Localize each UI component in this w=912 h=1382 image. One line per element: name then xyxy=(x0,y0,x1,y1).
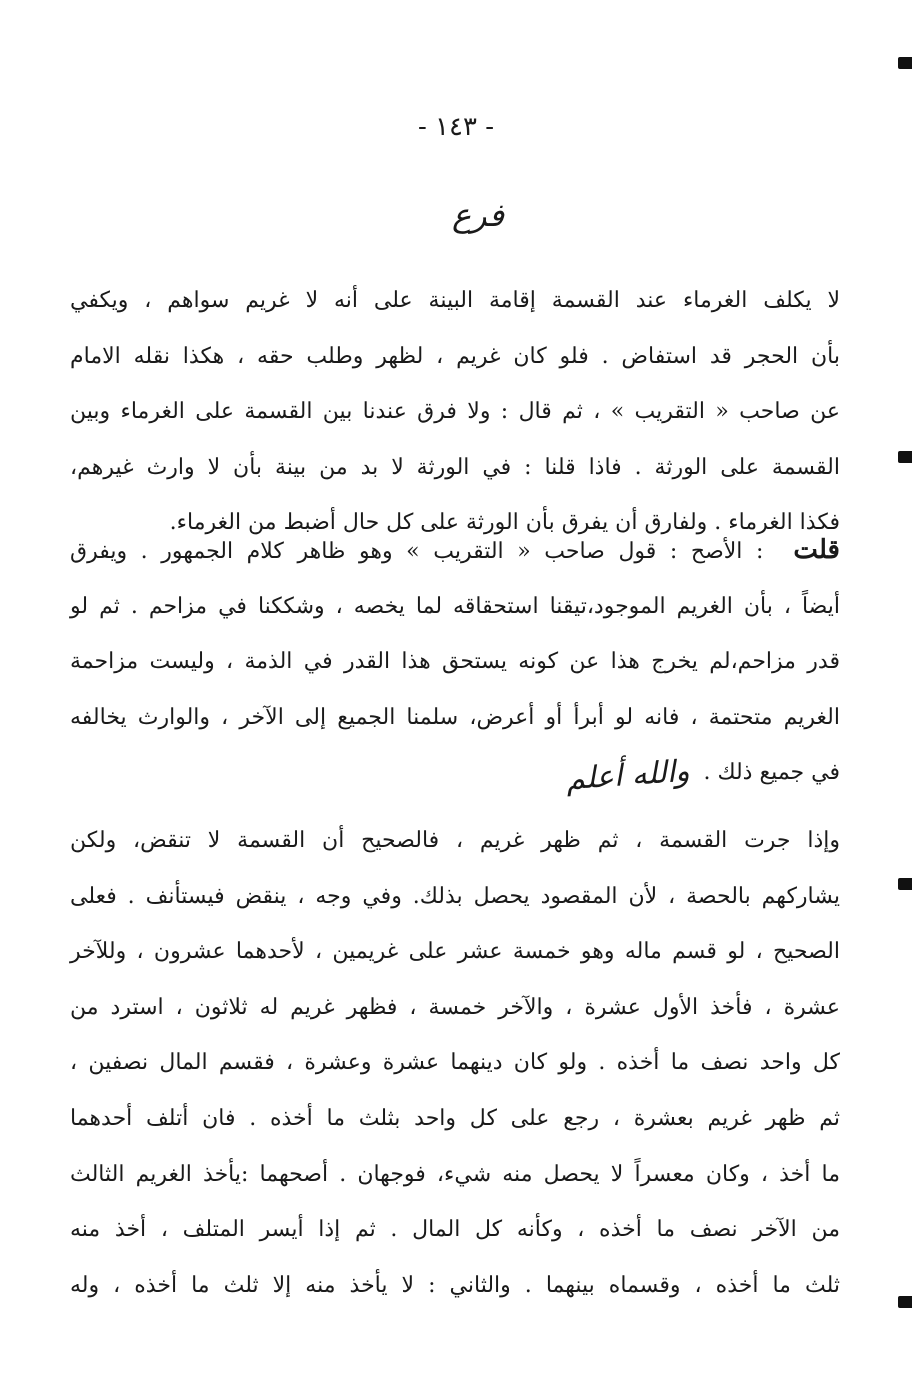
text-line-content: في جميع ذلك . xyxy=(703,760,840,786)
text-line: كل واحد نصف ما أخذه . ولو كان دينهما عشرة وعشرة ، فقسم المال نصفين ، xyxy=(70,1050,840,1076)
scan-edge-mark xyxy=(898,451,912,463)
text-line: من الآخر نصف ما أخذه ، وكأنه كل المال . ثم إذا أيسر المتلف ، أخذ منه xyxy=(70,1217,840,1243)
section-title: فرع xyxy=(451,196,505,234)
text-line: وإذا جرت القسمة ، ثم ظهر غريم ، فالصحيح أن القسمة لا تنقض، ولكن xyxy=(70,828,840,853)
text-line: القسمة على الورثة . فاذا قلنا : في الورثة لا بد من بينة بأن لا وارث غيرهم، xyxy=(70,454,840,480)
text-line: أيضاً ، بأن الغريم الموجود،تيقنا استحقاقه لما يخصه ، وشككنا في مزاحم . ثم لو xyxy=(70,593,840,619)
paragraph-1 xyxy=(70,273,840,551)
text-line: ما أخذ ، وكان معسراً لا يحصل منه شيء، فوجهان . أصحهما :يأخذ الغريم الثالث xyxy=(70,1161,840,1187)
text-line: ثم ظهر غريم بعشرة ، رجع على كل واحد بثلث ما أخذه . فان أتلف أحدهما xyxy=(70,1105,840,1131)
text-line: عن صاحب « التقريب » ، ثم قال : ولا فرق عندنا بين القسمة على الغرماء وبين xyxy=(70,399,840,425)
text-line: بأن الحجر قد استفاض . فلو كان غريم ، لظهر وطلب حقه ، هكذا نقله الامام xyxy=(70,343,840,369)
scan-edge-mark xyxy=(898,878,912,890)
scan-edge-mark xyxy=(898,57,912,69)
text-line-content: : الأصح : قول صاحب « التقريب » وهو ظاهر كلام الجمهور . ويفرق xyxy=(70,539,764,564)
text-line: عشرة ، فأخذ الأول عشرة ، والآخر خمسة ، فظهر غريم له ثلاثون ، استرد من xyxy=(70,994,840,1020)
text-line: يشاركهم بالحصة ، لأن المقصود يحصل بذلك. وفي وجه ، ينقض فيستأنف . فعلى xyxy=(70,883,840,909)
paragraph-2 xyxy=(70,523,840,801)
text-line: لا يكلف الغرماء عند القسمة إقامة البينة على أنه لا غريم سواهم ، ويكفي xyxy=(70,288,840,313)
text-line xyxy=(70,745,840,801)
page-number: - ١٤٣ - xyxy=(417,112,495,142)
text-line: فكذا الغرماء . ولفارق أن يفرق بأن الورثة على كل حال أضبط من الغرماء. xyxy=(169,510,840,536)
text-line xyxy=(70,523,840,579)
text-line: ثلث ما أخذه ، وقسماه بينهما . والثاني : لا يأخذ منه إلا ثلث ما أخذه ، وله xyxy=(70,1272,840,1298)
handwritten-signature: والله أعلم xyxy=(564,754,691,798)
text-line: قدر مزاحم،لم يخرج هذا عن كونه يستحق هذا القدر في الذمة ، وليست مزاحمة xyxy=(70,649,840,675)
lead-word: قلت xyxy=(793,535,840,565)
text-line: الغريم متحتمة ، فانه لو أبرأ أو أعرض، سلمنا الجميع إلى الآخر ، والوارث يخالفه xyxy=(70,704,840,730)
paragraph-3 xyxy=(70,813,840,1313)
scan-edge-mark xyxy=(898,1296,912,1308)
text-line: الصحيح ، لو قسم ماله وهو خمسة عشر على غريمين ، لأحدهما عشرون ، وللآخر xyxy=(70,939,840,965)
